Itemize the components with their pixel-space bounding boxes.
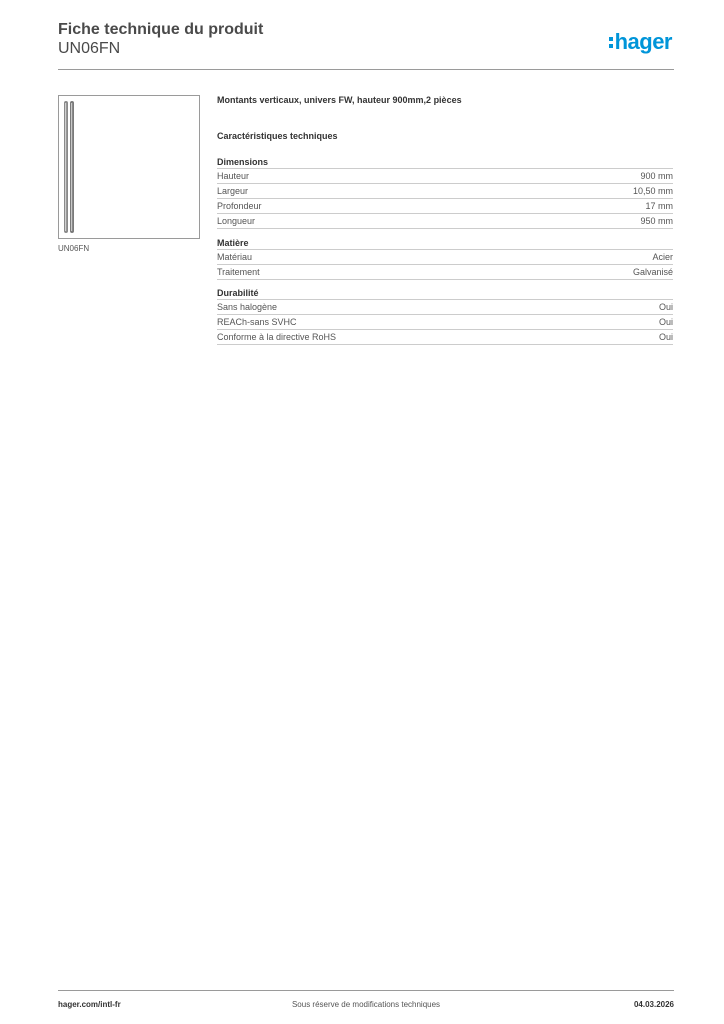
spec-row: [217, 300, 673, 315]
spec-row: [217, 250, 673, 265]
spec-value: 17 mm: [645, 201, 673, 211]
spec-row: [217, 169, 673, 184]
spec-value: 900 mm: [640, 171, 673, 181]
spec-label: Sans halogène: [217, 302, 278, 312]
spec-label: Hauteur: [217, 171, 250, 181]
spec-row: [217, 184, 673, 199]
footer-website-link[interactable]: hager.com/intl-fr: [58, 1000, 121, 1009]
vertical-rails-image: [59, 96, 199, 238]
spec-row: [217, 214, 673, 229]
product-description: Montants verticaux, univers FW, hauteur 900mm,2 pièces: [217, 95, 462, 105]
spec-value: Oui: [658, 317, 673, 327]
spec-value: Galvanisé: [632, 267, 673, 277]
spec-heading: Caractéristiques techniques: [217, 131, 338, 141]
section-dimensions: [217, 156, 673, 229]
spec-label: Conforme à la directive RoHS: [217, 332, 337, 342]
section-durabilite: [217, 287, 673, 345]
document-title: Fiche technique du produit: [58, 21, 264, 38]
spec-value: Oui: [658, 302, 673, 312]
section-matiere: [217, 237, 673, 280]
logo-dots-icon: [609, 37, 613, 48]
spec-value: 10,50 mm: [632, 186, 673, 196]
spec-row: [217, 199, 673, 214]
spec-label: Profondeur: [217, 201, 262, 211]
spec-label: Largeur: [217, 186, 249, 196]
product-image: [58, 95, 200, 239]
product-reference: UN06FN: [58, 40, 121, 57]
spec-label: Longueur: [217, 216, 256, 226]
spec-row: [217, 330, 673, 345]
hager-logo: [609, 28, 672, 56]
document-footer: [58, 990, 674, 1009]
section-title: Dimensions: [217, 156, 673, 169]
section-title: Durabilité: [217, 287, 673, 300]
spec-value: Oui: [658, 332, 673, 342]
image-caption: UN06FN: [58, 244, 90, 253]
spec-row: [217, 315, 673, 330]
footer-notice: Sous réserve de modifications techniques: [291, 1000, 441, 1009]
spec-label: Traitement: [217, 267, 260, 277]
spec-value: Acier: [652, 252, 673, 262]
logo-wordmark: hager: [614, 29, 672, 54]
spec-value: 950 mm: [640, 216, 673, 226]
product-details: [217, 94, 673, 345]
spec-row: [217, 265, 673, 280]
spec-label: Matériau: [217, 252, 253, 262]
document-header: [58, 20, 674, 70]
section-title: Matière: [217, 237, 673, 250]
footer-date: 04.03.2026: [633, 1000, 674, 1009]
spec-label: REACh-sans SVHC: [217, 317, 297, 327]
